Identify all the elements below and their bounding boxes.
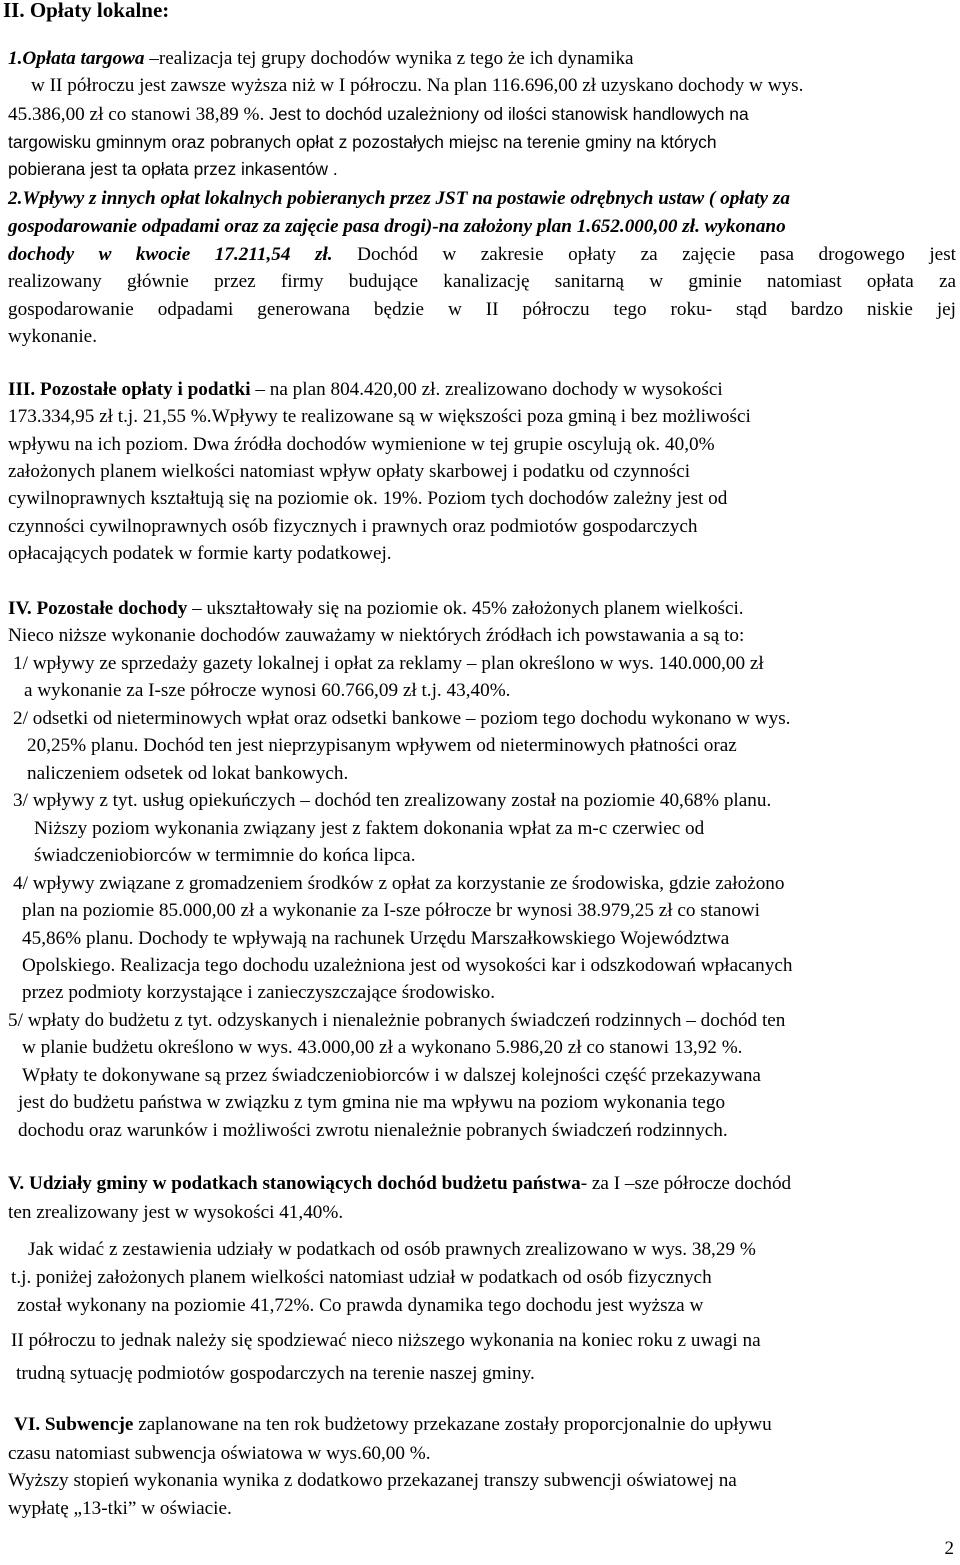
text-span: Dochód w zakresie opłaty za zajęcie pasa drogowego jest — [332, 244, 956, 265]
text-line: 173.334,95 zł t.j. 21,55 %.Wpływy te realizowane są w większości poza gminą i bez możliwości — [8, 406, 751, 427]
text-span: Jest to dochód uzależniony od ilości stanowisk handlowych na — [269, 104, 749, 124]
text-line: wypłatę „13-tki” w oświacie. — [8, 1498, 232, 1519]
text-line: 45,86% planu. Dochody te wpływają na rachunek Urzędu Marszałkowskiego Województwa — [22, 928, 730, 949]
text-line: plan na poziomie 85.000,00 zł a wykonanie za I-sze półrocze br wynosi 38.979,25 zł co stanowi — [22, 900, 760, 921]
section-title: V. Udziały gminy w podatkach stanowiących dochód budżetu państwa — [8, 1173, 581, 1194]
text-line: 2/ odsetki od nieterminowych wpłat oraz odsetki bankowe – poziom tego dochodu wykonano w wys. — [13, 708, 791, 729]
text-span: 45.386,00 zł co stanowi 38,89 %. — [8, 104, 270, 125]
text-line: 5/ wpłaty do budżetu z tyt. odzyskanych i nienależnie pobranych świadczeń rodzinnych – dochód ten — [8, 1010, 786, 1031]
text-line: świadczeniobiorców w termimnie do końca lipca. — [34, 845, 416, 866]
text-line — [8, 595, 744, 623]
text-line: targowisku gminnym oraz pobranych opłat z pozostałych miejsc na terenie gminy na których — [8, 132, 717, 152]
text-line — [14, 1411, 772, 1439]
text-span: – ukształtowały się na poziomie ok. 45% założonych planem wielkości. — [187, 598, 744, 619]
text-span: zaplanowane na ten rok budżetowy przekazane zostały proporcjonalnie do upływu — [133, 1414, 772, 1435]
text-span: realizowany głównie przez firmy budujące kanalizację sanitarną w gminie natomiast opłata za — [8, 271, 956, 292]
text-line: wykonanie. — [8, 326, 97, 347]
text-line: 2.Wpływy z innych opłat lokalnych pobieranych przez JST na postawie odrębnych ustaw ( opłaty za — [8, 188, 790, 209]
text-span: – na plan 804.420,00 zł. zrealizowano dochody w wysokości — [250, 379, 723, 400]
text-line: ten zrealizowany jest w wysokości 41,40%. — [8, 1202, 344, 1223]
page-number: 2 — [944, 1538, 954, 1559]
text-line: wpływu na ich poziom. Dwa źródła dochodów wymienione w tej grupie oscylują ok. 40,0% — [8, 434, 715, 455]
item-title: Opłata targowa — [22, 48, 145, 69]
text-line: czynności cywilnoprawnych osób fizycznych i prawnych oraz podmiotów gospodarczych — [8, 516, 698, 537]
text-span: dochody w kwocie 17.211,54 zł. — [8, 244, 333, 265]
text-line — [8, 296, 956, 324]
text-line: 1/ wpływy ze sprzedaży gazety lokalnej i opłat za reklamy – plan określono w wys. 140.000,00 zł — [13, 653, 764, 674]
section-number: IV. — [8, 598, 37, 619]
text-line: Nieco niższe wykonanie dochodów zauważamy w niektórych źródłach ich powstawania a są to: — [8, 625, 745, 646]
text-line: Wpłaty te dokonywane są przez świadczeniobiorców i w dalszej kolejności część przekazywana — [22, 1065, 761, 1086]
section-title: VI. Subwencje — [14, 1414, 134, 1435]
text-line: a wykonanie za I-sze półrocze wynosi 60.766,09 zł t.j. 43,40%. — [24, 680, 511, 701]
text-line: Opolskiego. Realizacja tego dochodu uzależniona jest od wysokości kar i odszkodowań wpłacanych — [22, 955, 793, 976]
section-title: Pozostałe dochody — [36, 598, 188, 619]
text-span: - za I –sze półrocze dochód — [580, 1173, 792, 1194]
text-line: Jak widać z zestawienia udziały w podatkach od osób prawnych zrealizowano w wys. 38,29 % — [28, 1239, 756, 1260]
text-line: II półroczu to jednak należy się spodziewać nieco niższego wykonania na koniec roku z uwagi na — [11, 1330, 761, 1351]
text-line: pobierana jest ta opłata przez inkasentów . — [8, 159, 338, 179]
text-line — [8, 100, 749, 129]
text-line: czasu natomiast subwencja oświatowa w wys.60,00 %. — [8, 1443, 431, 1464]
section-heading-local-fees: II. Opłaty lokalne: — [3, 0, 170, 22]
text-span: –realizacja tej grupy dochodów wynika z tego że ich dynamika — [144, 48, 634, 69]
text-line: w planie budżetu określono w wys. 43.000,00 zł a wykonano 5.986,20 zł co stanowi 13,92 %. — [22, 1037, 743, 1058]
text-line — [8, 268, 956, 296]
text-line: Wyższy stopień wykonania wynika z dodatkowo przekazanej transzy subwencji oświatowej na — [8, 1470, 737, 1491]
text-line — [8, 45, 634, 73]
text-line: naliczeniem odsetek od lokat bankowych. — [27, 763, 349, 784]
text-span: gospodarowanie odpadami generowana będzie w II półroczu tego roku- stąd bardzo niskie jej — [8, 299, 956, 320]
text-line: gospodarowanie odpadami oraz za zajęcie pasa drogi)-na założony plan 1.652.000,00 zł. wykonano — [8, 216, 786, 237]
text-line — [8, 376, 723, 404]
text-line: t.j. poniżej założonych planem wielkości natomiast udział w podatkach od osób fizycznych — [11, 1267, 712, 1288]
text-line: Niższy poziom wykonania związany jest z faktem dokonania wpłat za m-c czerwiec od — [34, 818, 705, 839]
section-title: III. Pozostałe opłaty i podatki — [8, 379, 251, 400]
text-line: został wykonany na poziomie 41,72%. Co prawda dynamika tego dochodu jest wyższa w — [17, 1295, 704, 1316]
text-line: założonych planem wielkości natomiast wpływ opłaty skarbowej i podatku od czynności — [8, 461, 691, 482]
item-number: 1. — [8, 48, 23, 69]
text-line: 3/ wpływy z tyt. usług opiekuńczych – dochód ten zrealizowany został na poziomie 40,68% planu. — [13, 790, 772, 811]
text-line: jest do budżetu państwa w związku z tym gmina nie ma wpływu na poziom wykonania tego — [18, 1092, 726, 1113]
text-line: cywilnoprawnych kształtują się na poziomie ok. 19%. Poziom tych dochodów zależny jest od — [8, 488, 728, 509]
text-line: 20,25% planu. Dochód ten jest nieprzypisanym wpływem od nieterminowych płatności oraz — [27, 735, 737, 756]
text-line: opłacających podatek w formie karty podatkowej. — [8, 543, 392, 564]
text-line — [8, 1170, 791, 1198]
text-line: w II półroczu jest zawsze wyższa niż w I półroczu. Na plan 116.696,00 zł uzyskano dochody w wys. — [31, 75, 804, 96]
text-line: przez podmioty korzystające i zanieczyszczające środowisko. — [22, 982, 496, 1003]
text-line: 4/ wpływy związane z gromadzeniem środków z opłat za korzystanie ze środowiska, gdzie założono — [13, 873, 785, 894]
text-line: dochodu oraz warunków i możliwości zwrotu nienależnie pobranych świadczeń rodzinnych. — [18, 1120, 728, 1141]
text-line: trudną sytuację podmiotów gospodarczych na terenie naszej gminy. — [16, 1363, 535, 1384]
text-line — [8, 241, 956, 269]
